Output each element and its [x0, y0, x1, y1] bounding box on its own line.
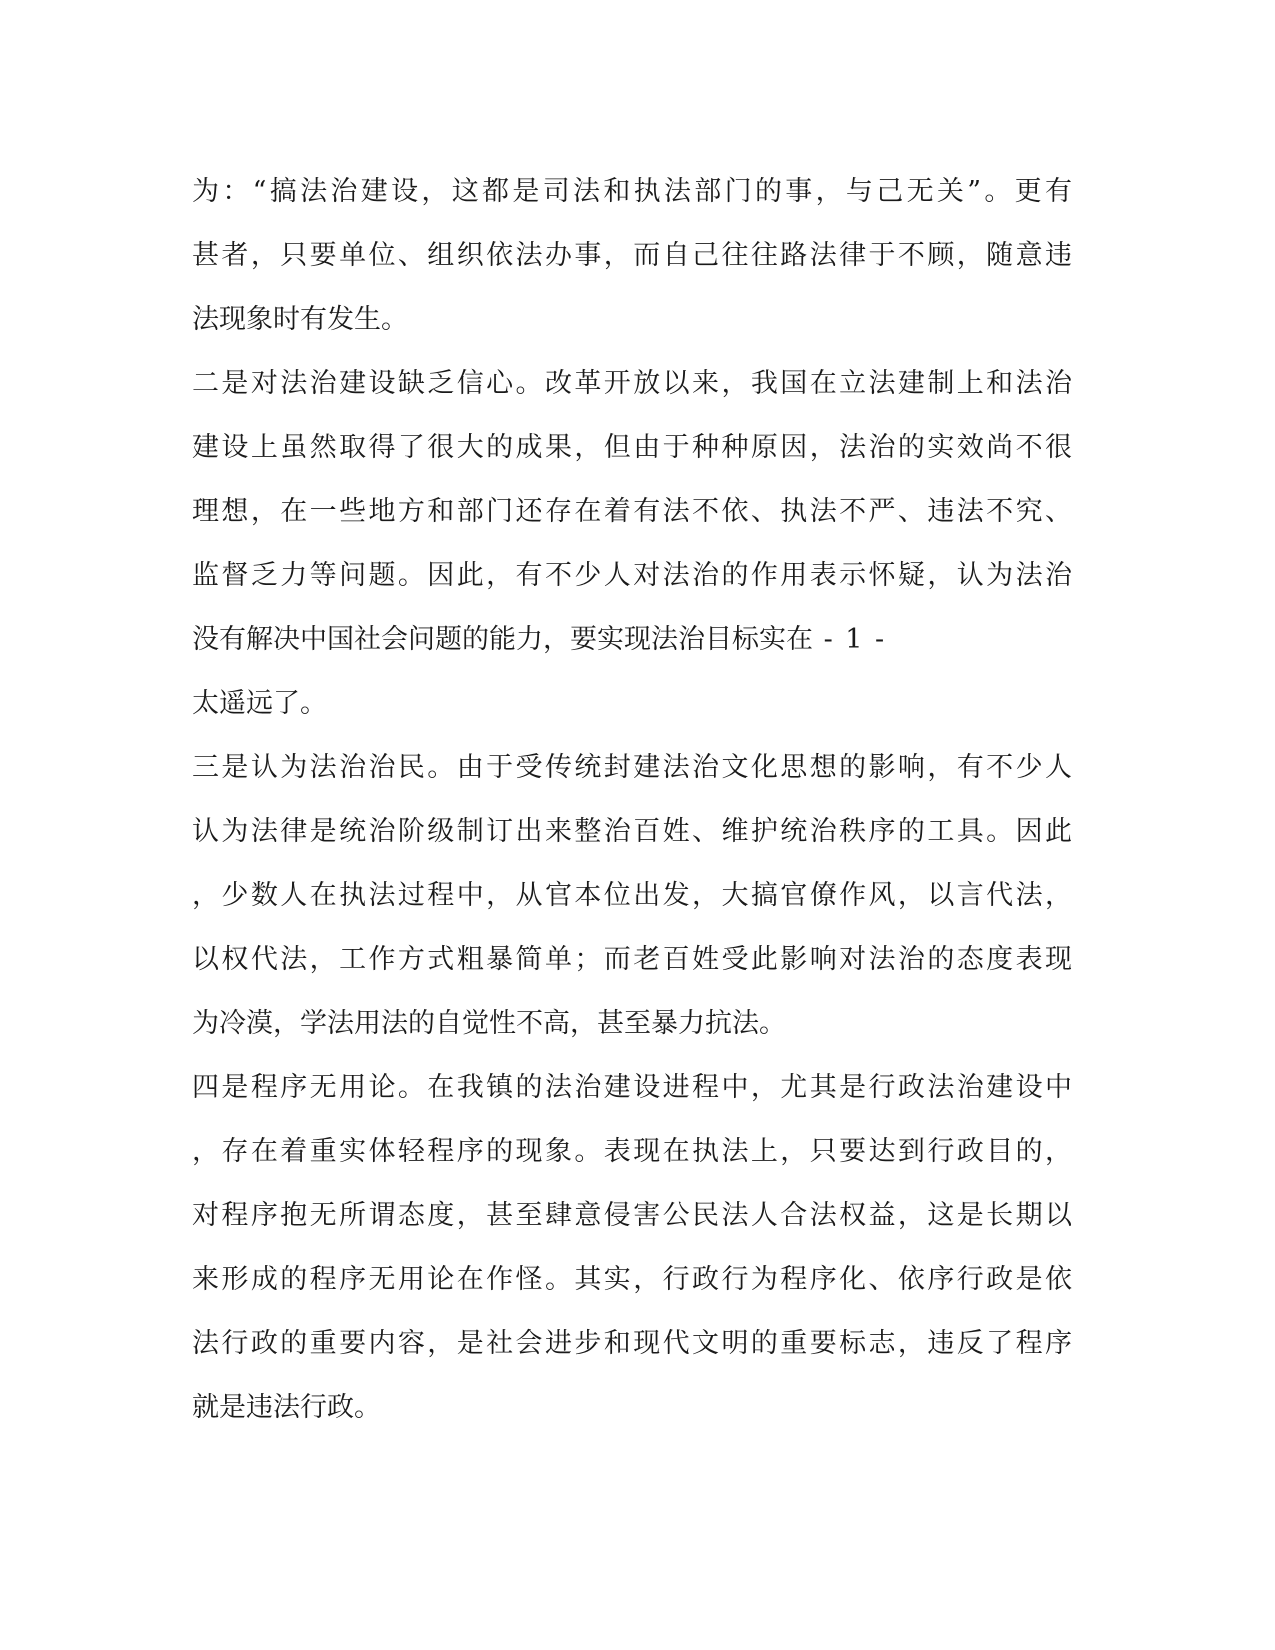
text-line: 太遥远了。 [192, 688, 327, 719]
text-line: 以权代法，工作方式粗暴简单；而老百姓受此影响对法治的态度表现 [192, 944, 1072, 975]
text-line: 四是程序无用论。在我镇的法治建设进程中，尤其是行政法治建设中 [192, 1072, 1072, 1103]
text-line: 法现象时有发生。 [192, 304, 408, 335]
text-line-with-page-number [192, 608, 1072, 672]
text-line: 对程序抱无所谓态度，甚至肆意侵害公民法人合法权益，这是长期以 [192, 1200, 1072, 1231]
text-line: 监督乏力等问题。因此，有不少人对法治的作用表示怀疑，认为法治 [192, 560, 1072, 591]
text-line: 来形成的程序无用论在作怪。其实，行政行为程序化、依序行政是依 [192, 1264, 1072, 1295]
text-line: 认为法律是统治阶级制订出来整治百姓、维护统治秩序的工具。因此 [192, 816, 1072, 847]
document-body [192, 160, 1072, 1440]
text-line: ，少数人在执法过程中，从官本位出发，大搞官僚作风，以言代法， [192, 880, 1072, 911]
page-number: - 1 - [813, 624, 887, 655]
text-line: 就是违法行政。 [192, 1392, 381, 1423]
text-line: 二是对法治建设缺乏信心。改革开放以来，我国在立法建制上和法治 [192, 368, 1072, 399]
text-line: 没有解决中国社会问题的能力，要实现法治目标实在 [192, 624, 813, 655]
text-line: 三是认为法治治民。由于受传统封建法治文化思想的影响，有不少人 [192, 752, 1072, 783]
text-line: 甚者，只要单位、组织依法办事，而自己往往路法律于不顾，随意违 [192, 240, 1072, 271]
text-line: 为冷漠，学法用法的自觉性不高，甚至暴力抗法。 [192, 1008, 786, 1039]
text-line: 为：“搞法治建设，这都是司法和执法部门的事，与己无关”。更有 [192, 176, 1072, 207]
text-line: ，存在着重实体轻程序的现象。表现在执法上，只要达到行政目的， [192, 1136, 1072, 1167]
text-line: 建设上虽然取得了很大的成果，但由于种种原因，法治的实效尚不很 [192, 432, 1072, 463]
text-line: 理想，在一些地方和部门还存在着有法不依、执法不严、违法不究、 [192, 496, 1072, 527]
text-line: 法行政的重要内容，是社会进步和现代文明的重要标志，违反了程序 [192, 1328, 1072, 1359]
